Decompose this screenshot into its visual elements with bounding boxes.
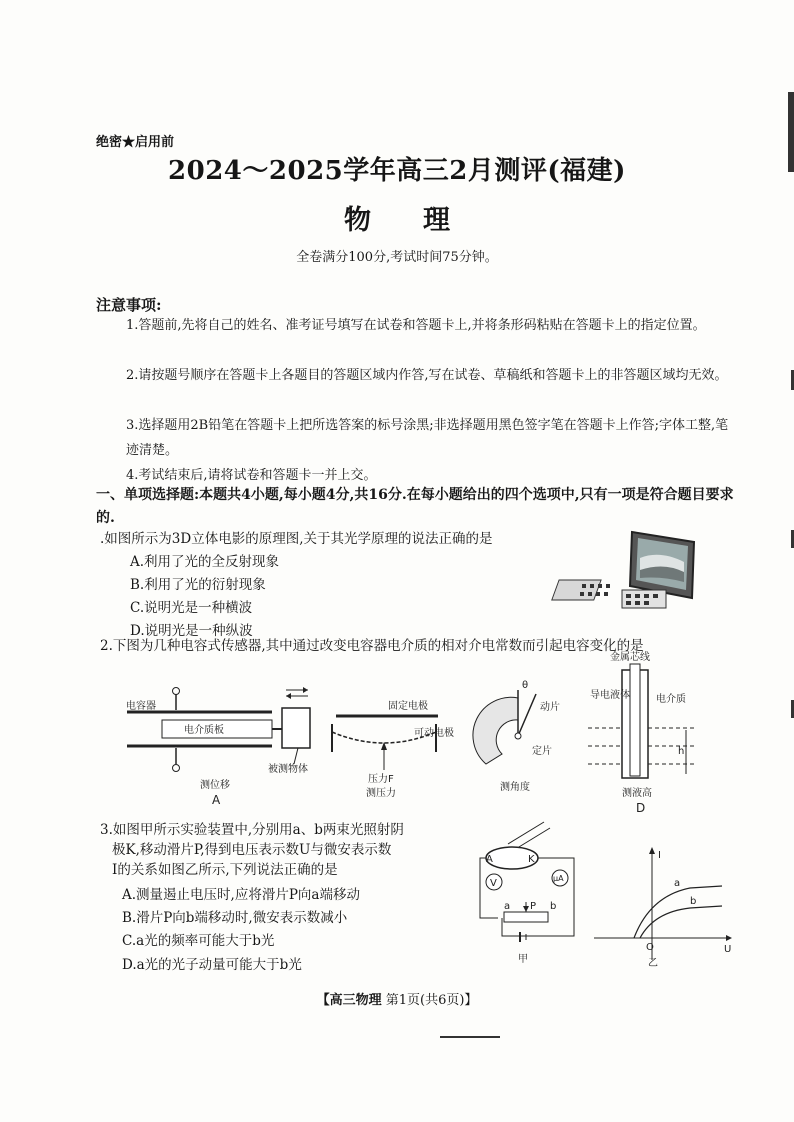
fig-yi-label-origin: O <box>646 942 654 953</box>
note-item: 1.答题前,先将自己的姓名、准考证号填写在试卷和答题卡上,并将条形码粘贴在答题卡上的指定位置。 <box>126 318 706 333</box>
q2-figure-a-displacement <box>122 682 322 812</box>
q1-option-a: A.利用了光的全反射现象 <box>130 554 280 570</box>
fig-d-caption: 测液高 <box>622 788 652 799</box>
q1-option-d: D.说明光是一种纵波 <box>130 623 253 639</box>
fig-jia-label-voltmeter: V <box>490 878 497 889</box>
footer-subject-tag: 【高三物理 <box>316 993 382 1008</box>
q1-option-b: B.利用了光的衍射现象 <box>130 577 266 593</box>
q3-figure-yi-graph <box>590 842 740 970</box>
fig-jia-label-k: K <box>528 854 535 865</box>
question-3-stem-line-3: I的关系如图乙所示,下列说法正确的是 <box>112 862 338 878</box>
exam-title: 2024～2025学年高三2月测评(福建) <box>168 156 626 186</box>
fig-b-label-force: 压力F <box>368 774 394 785</box>
fig-a-label-capacitor: 电容器 <box>126 701 156 712</box>
q3-figure-jia-circuit <box>474 818 584 968</box>
note-item: 4.考试结束后,请将试卷和答题卡一并上交。 <box>126 468 377 483</box>
q1-option-c: C.说明光是一种横波 <box>130 600 253 616</box>
question-1-stem: .如图所示为3D立体电影的原理图,关于其光学原理的说法正确的是 <box>100 531 493 547</box>
fig-b-label-fixed: 固定电极 <box>388 701 428 712</box>
fig-yi-label-u: U <box>724 944 732 955</box>
page-footer <box>0 989 794 1008</box>
fig-d-label-dielectric: 电介质 <box>656 694 686 705</box>
fig-yi-label-a: a <box>674 878 681 889</box>
fig-yi-label-b: b <box>690 896 697 907</box>
fig-jia-label-p: P <box>530 901 537 912</box>
fig-jia-label-a: a <box>504 901 511 912</box>
fig-b-label-movable: 可动电极 <box>414 728 454 739</box>
q2-figure-c-angle <box>466 676 566 796</box>
q1-3d-movie-figure <box>570 528 698 612</box>
note-item: 3.选择题用2B铅笔在答题卡上把所选答案的标号涂黑;非选择题用黑色签字笔在答题卡上作答;字体工整,笔迹清楚。 <box>126 418 729 458</box>
fig-a-label-dielectric: 电介质板 <box>184 725 224 736</box>
fig-b-caption: 测压力 <box>366 788 396 799</box>
q3-option-c: C.a光的频率可能大于b光 <box>122 933 275 949</box>
question-3-stem-line-2: 极K,移动滑片P,得到电压表示数U与微安表示数 <box>112 842 392 858</box>
q2-figure-d-liquid-level <box>582 650 712 822</box>
section-heading: 一、单项选择题:本题共4小题,每小题4分,共16分.在每小题给出的四个选项中,只有一项是符合题目要求的. <box>96 487 734 526</box>
fig-a-label-object: 被测物体 <box>268 764 308 775</box>
fig-yi-label-i: I <box>658 850 661 861</box>
fig-c-label-fixed: 定片 <box>532 746 552 757</box>
fig-c-label-moving: 动片 <box>540 702 560 713</box>
fig-yi-caption: 乙 <box>648 958 658 969</box>
fig-jia-caption: 甲 <box>518 954 528 965</box>
fig-jia-label-microammeter: μA <box>553 874 564 883</box>
question-3-stem-line-1: 3.如图甲所示实验装置中,分别用a、b两束光照射阴 <box>100 822 404 838</box>
confidential-label: 绝密★启用前 <box>96 135 175 150</box>
question-2-stem: 2.下图为几种电容式传感器,其中通过改变电容器电介质的相对介电常数而引起电容变化的是 <box>100 638 644 654</box>
subject-title: 物理 <box>344 205 502 236</box>
q3-option-d: D.a光的光子动量可能大于b光 <box>122 957 302 973</box>
q2-figure-b-pressure <box>326 696 454 799</box>
fig-a-caption: 测位移 <box>200 780 230 791</box>
q3-option-a: A.测量遏止电压时,应将滑片P向a端移动 <box>122 887 360 903</box>
fig-d-label-h: h <box>678 746 685 757</box>
fig-d-label-core: 金属芯线 <box>610 652 650 663</box>
fig-d-label-liquid: 导电液体 <box>590 690 630 701</box>
score-info: 全卷满分100分,考试时间75分钟。 <box>296 250 498 265</box>
fig-d-tag: D <box>636 801 646 815</box>
fig-jia-label-b: b <box>550 901 557 912</box>
fig-jia-label-a-electrode: A <box>486 854 493 865</box>
fig-c-label-theta: θ <box>522 680 529 691</box>
fig-a-tag: A <box>212 793 221 807</box>
note-item: 2.请按题号顺序在答题卡上各题目的答题区域内作答,写在试卷、草稿纸和答题卡上的非答题区域均无效。 <box>126 368 728 383</box>
q3-option-b: B.滑片P向b端移动时,微安表示数减小 <box>122 910 348 926</box>
footer-page-number: 第1页(共6页)】 <box>385 993 478 1008</box>
fig-c-caption: 测角度 <box>500 782 530 793</box>
notes-heading: 注意事项: <box>96 296 162 314</box>
scan-bottom-mark <box>440 1036 500 1038</box>
